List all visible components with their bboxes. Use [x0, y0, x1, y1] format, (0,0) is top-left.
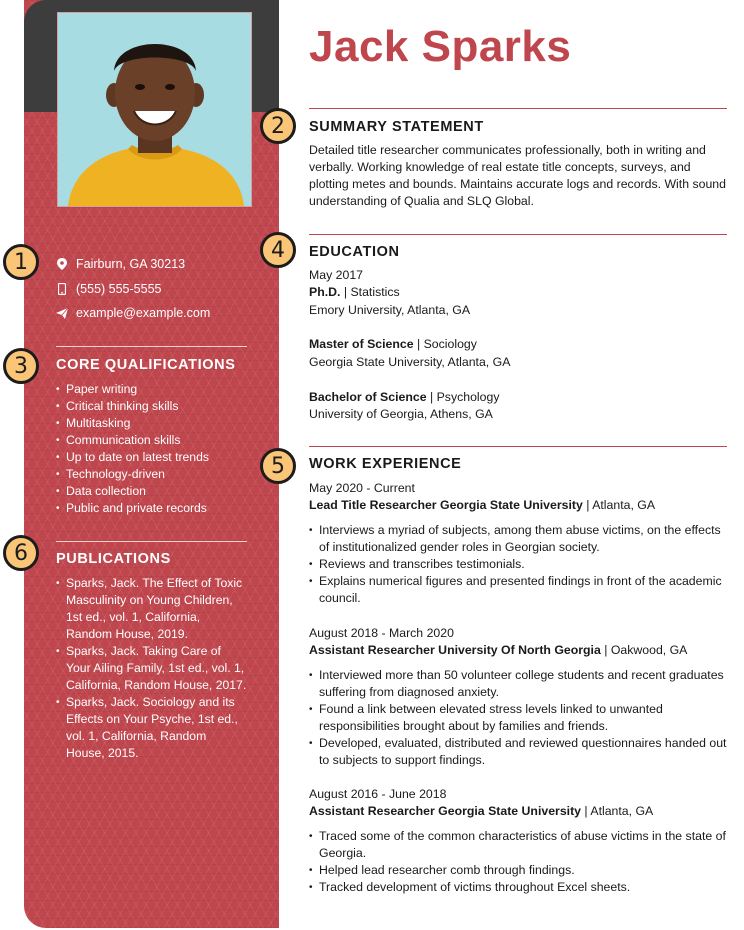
- job-2-bullet: • Found a link between elevated stress levels linked to unwanted responsibilities brought about by families and friends.: [309, 701, 727, 735]
- qualification-item: • Multitasking: [56, 415, 256, 432]
- job-2-bullet: • Developed, evaluated, distributed and reviewed questionnaires handed out to subjects to support findings.: [309, 735, 727, 769]
- qualification-item: • Technology-driven: [56, 466, 256, 483]
- section-badge-3: 3: [3, 348, 39, 384]
- summary-divider: [309, 108, 727, 109]
- publications-divider: [56, 541, 247, 542]
- education-degree-2: Master of Science | Sociology: [309, 337, 477, 351]
- summary-text: Detailed title researcher communicates professionally, both in writing and verbally. Working knowledge of real estate title concepts, surveys, and plotting metes and bounds. Maintains accurate logs and records. With sound understanding of Qualia and SLQ Global.: [309, 143, 726, 208]
- publication-item: • Sparks, Jack. The Effect of Toxic Masculinity on Young Children, 1st ed., vol. 1, California, Random House, 2019.: [56, 575, 248, 643]
- education-school-2: Georgia State University, Atlanta, GA: [309, 355, 511, 369]
- qualification-item: • Paper writing: [56, 381, 256, 398]
- job-2-title: Assistant Researcher University Of North Georgia | Oakwood, GA: [309, 643, 688, 657]
- contact-phone: [56, 282, 256, 296]
- job-1-bullet: • Explains numerical figures and presented findings in front of the academic council.: [309, 573, 727, 607]
- section-badge-2: 2: [260, 108, 296, 144]
- education-heading: EDUCATION: [309, 244, 400, 260]
- education-date: May 2017: [309, 268, 364, 282]
- job-3-bullet: • Tracked development of victims throughout Excel sheets.: [309, 879, 727, 896]
- job-3-dates: August 2016 - June 2018: [309, 787, 447, 801]
- contact-email: [56, 306, 256, 320]
- education-school-1: Emory University, Atlanta, GA: [309, 303, 471, 317]
- qualification-item: • Up to date on latest trends: [56, 449, 256, 466]
- job-1-dates: May 2020 - Current: [309, 481, 415, 495]
- publications-heading: PUBLICATIONS: [56, 551, 171, 567]
- work-heading: WORK EXPERIENCE: [309, 456, 462, 472]
- section-badge-1: 1: [3, 244, 39, 280]
- job-2-dates: August 2018 - March 2020: [309, 626, 454, 640]
- section-badge-6: 6: [3, 535, 39, 571]
- work-divider: [309, 446, 727, 447]
- address-text: Fairburn, GA 30213: [76, 257, 186, 271]
- publications-list: [56, 575, 248, 762]
- section-badge-4: 4: [260, 232, 296, 268]
- qualifications-list: [56, 381, 256, 517]
- summary-heading: SUMMARY STATEMENT: [309, 119, 484, 135]
- email-text: example@example.com: [76, 306, 211, 320]
- publication-item: • Sparks, Jack. Sociology and its Effects on Your Psyche, 1st ed., vol. 1, California, Random House, 2015.: [56, 694, 248, 762]
- education-degree-1: Ph.D. | Statistics: [309, 285, 400, 299]
- candidate-name: Jack Sparks: [309, 22, 572, 71]
- location-pin-icon: [56, 258, 68, 270]
- education-school-3: University of Georgia, Athens, GA: [309, 407, 493, 421]
- job-3-bullet: • Helped lead researcher comb through findings.: [309, 862, 727, 879]
- section-badge-5: 5: [260, 448, 296, 484]
- phone-text: (555) 555-5555: [76, 282, 162, 296]
- qualifications-heading: CORE QUALIFICATIONS: [56, 357, 236, 373]
- job-1-bullet: • Interviews a myriad of subjects, among them abuse victims, on the effects of institutionalized gender roles in Georgian society.: [309, 522, 727, 556]
- qualifications-divider: [56, 346, 247, 347]
- send-paper-plane-icon: [56, 307, 68, 319]
- profile-photo: [57, 12, 252, 207]
- publication-item: • Sparks, Jack. Taking Care of Your Ailing Family, 1st ed., vol. 1, California, Random House, 2017.: [56, 643, 248, 694]
- job-2-bullet: • Interviewed more than 50 volunteer college students and recent graduates suffering from diagnosed anxiety.: [309, 667, 727, 701]
- job-1-bullets: [309, 522, 727, 607]
- job-2-bullets: [309, 667, 727, 769]
- qualification-item: • Data collection: [56, 483, 256, 500]
- qualification-item: • Critical thinking skills: [56, 398, 256, 415]
- mobile-phone-icon: [56, 283, 68, 295]
- job-1-title: Lead Title Researcher Georgia State University | Atlanta, GA: [309, 498, 656, 512]
- qualification-item: • Public and private records: [56, 500, 256, 517]
- job-3-title: Assistant Researcher Georgia State University | Atlanta, GA: [309, 804, 654, 818]
- job-3-bullet: • Traced some of the common characteristics of abuse victims in the state of Georgia.: [309, 828, 727, 862]
- qualification-item: • Communication skills: [56, 432, 256, 449]
- education-degree-3: Bachelor of Science | Psychology: [309, 390, 500, 404]
- job-3-bullets: [309, 828, 727, 896]
- contact-address: [56, 257, 256, 271]
- education-divider: [309, 234, 727, 235]
- job-1-bullet: • Reviews and transcribes testimonials.: [309, 556, 727, 573]
